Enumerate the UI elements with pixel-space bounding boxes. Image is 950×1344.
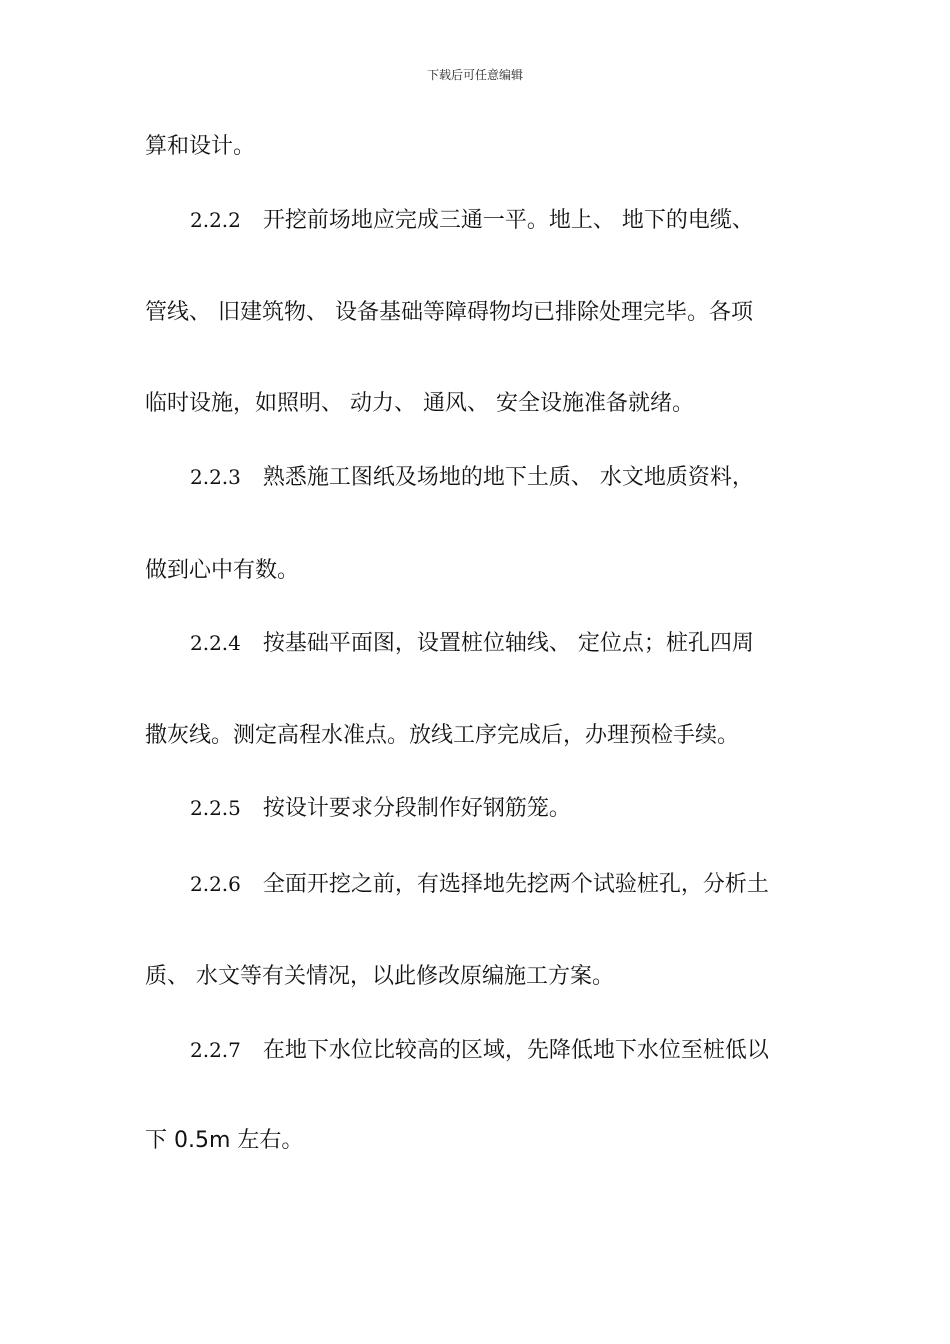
- text-line-4: 临时设施，如照明、 动力、 通风、 安全设施准备就绪。: [145, 391, 694, 416]
- clause-number: 2.2.7: [190, 1038, 241, 1062]
- clause-number: 2.2.4: [190, 631, 241, 655]
- clause-2-2-5: 2.2.5 按设计要求分段制作好钢筋笼。: [190, 796, 571, 821]
- clause-2-2-6: 2.2.6 全面开挖之前，有选择地先挖两个试验桩孔，分析土: [190, 872, 769, 897]
- text-line-3: 管线、 旧建筑物、 设备基础等障碍物均已排除处理完毕。各项: [145, 300, 753, 325]
- text-line-1: 算和设计。: [145, 134, 256, 159]
- clause-number: 2.2.5: [190, 796, 241, 820]
- text-line-8: 撒灰线。测定高程水准点。放线工序完成后，办理预检手续。: [145, 723, 740, 748]
- clause-2-2-2: 2.2.2 开挖前场地应完成三通一平。地上、 地下的电缆、: [190, 208, 754, 233]
- text-line-11: 质、 水文等有关情况，以此修改原编施工方案。: [145, 964, 614, 989]
- clause-number: 2.2.3: [190, 465, 241, 489]
- clause-number: 2.2.2: [190, 208, 241, 232]
- clause-2-2-4: 2.2.4 按基础平面图，设置桩位轴线、 定位点；桩孔四周: [190, 631, 754, 656]
- text-line-13: 下 0.5m 左右。: [145, 1128, 304, 1153]
- clause-2-2-7: 2.2.7 在地下水位比较高的区域，先降低地下水位至桩低以: [190, 1038, 769, 1063]
- page-header: 下载后可任意编辑: [426, 68, 523, 82]
- clause-number: 2.2.6: [190, 872, 241, 896]
- clause-2-2-3: 2.2.3 熟悉施工图纸及场地的地下土质、 水文地质资料，: [190, 465, 754, 490]
- text-line-6: 做到心中有数。: [145, 558, 300, 583]
